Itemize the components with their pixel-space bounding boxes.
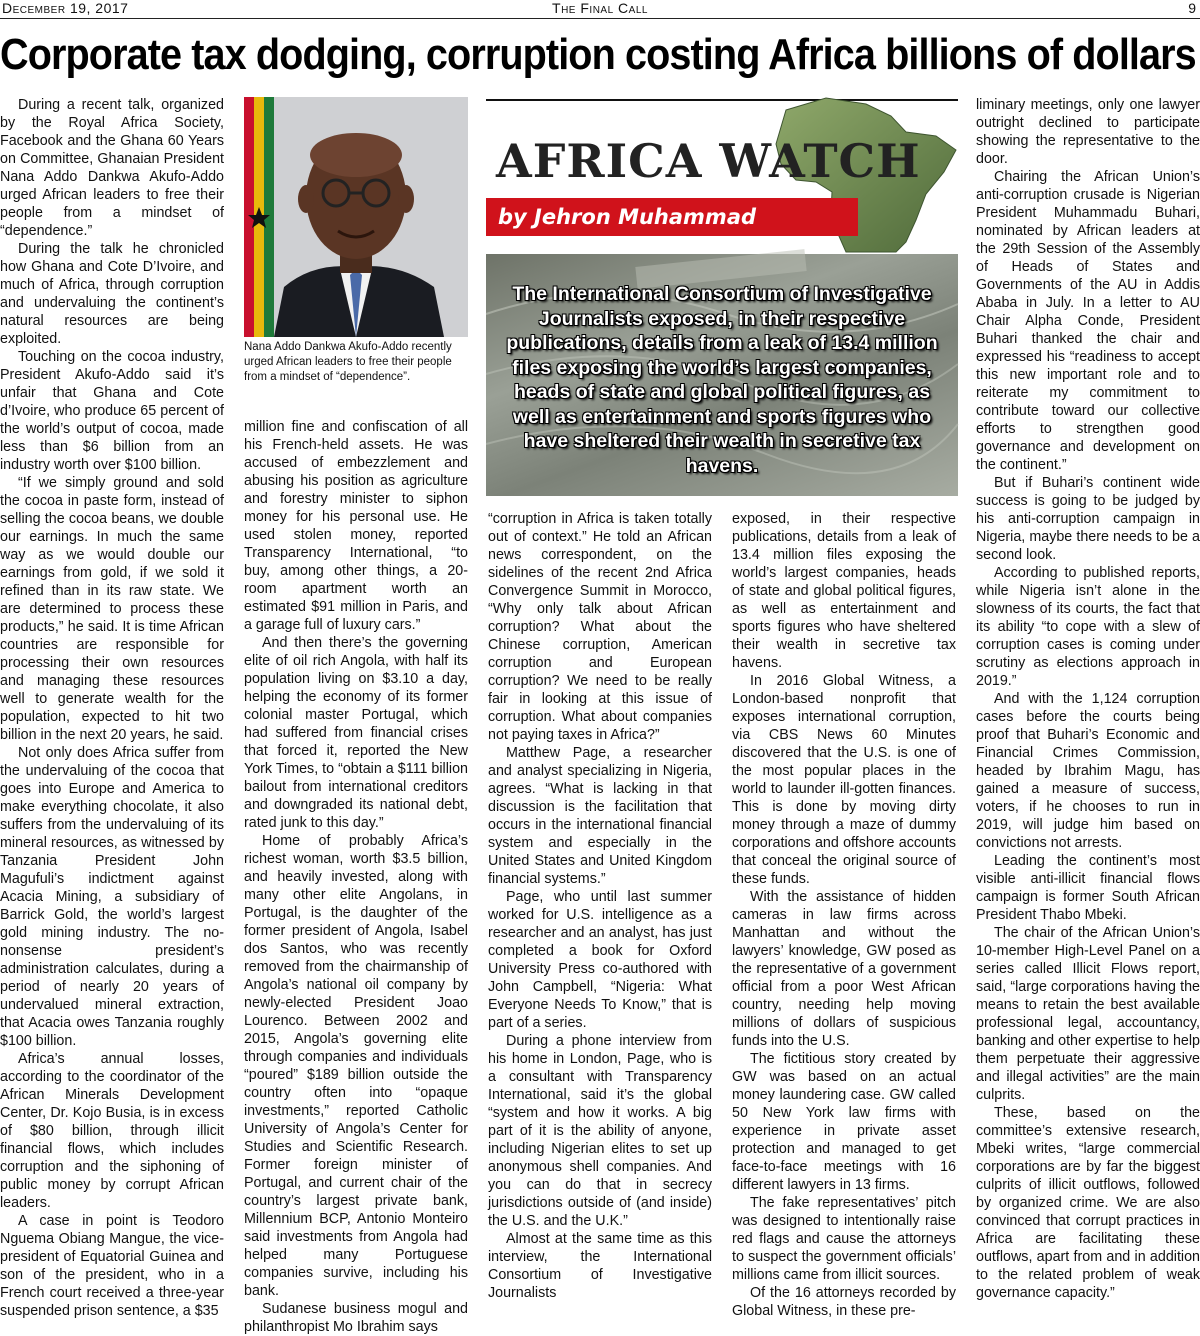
paragraph: The chair of the African Union’s 10-member High-Level Panel on a series called Illicit Flows report, said, “large corporations having the means to retain the best available professional legal, accountancy, banking and other expertise to help them perpetuate their aggressive and illegal activities” are the main culprits. <box>976 925 1200 1103</box>
paragraph: In 2016 Global Witness, a London-based nonprofit that exposes international corruption, via CBS News 60 Minutes discovered that the U.S. is one of the most popular places in the world to launder ill-gotten finances. This is done by moving dirty money through a maze of dummy corporations and offshore accounts that conceal the original source of these funds. <box>732 673 956 887</box>
article-headline: Corporate tax dodging, corruption costing Africa billions of dollars <box>0 30 1196 79</box>
africa-watch-banner <box>486 100 958 496</box>
column-4 <box>732 510 956 1319</box>
paragraph: A case in point is Teodoro Nguema Obiang Mangue, the vice-president of Equatorial Guinea and son of the president, who in a French court received a three-year suspended prison sentence, a $35 <box>0 1213 224 1319</box>
paragraph: According to published reports, while Nigeria isn’t alone in the slowness of its courts, the fact that its ability “to cope with a slew of corruption cases is coming under scrutiny as elections approach in 2019.” <box>976 565 1200 689</box>
paragraph: million fine and confiscation of all his French-held assets. He was accused of embezzlement and abusing his position as agriculture and forestry minister to siphon money for his personal use. He used stolen money, reported Transparency International, “to buy, among other things, a 20-room apartment worth an estimated $91 million in Paris, and a garage full of luxury cars.” <box>244 419 468 633</box>
paragraph: “corruption in Africa is taken totally out of context.” He told an African news correspondent, on the sidelines of the recent 2nd Africa Convergence Summit in Morocco, “Why only talk about African corruption? What about the Chinese corruption, American corruption and European corruption? We need to be really fair in looking at this issue of corruption. What about companies not paying taxes in Africa?” <box>488 511 712 743</box>
paragraph: Sudanese business mogul and philanthropist Mo Ibrahim says <box>244 1301 468 1335</box>
paragraph: These, based on the committee’s extensive research, Mbeki writes, “large commercial corporations are by far the biggest culprits of illicit outflows, followed by organized crime. We are also convinced that corrupt practices in Africa are facilitating these outflows, apart from and in addition to the related problem of weak governance capacity.” <box>976 1105 1200 1301</box>
photo-caption: Nana Addo Dankwa Akufo-Addo recently urged African leaders to free their people from a mindset of “dependence”. <box>244 341 452 383</box>
paragraph: The fake representatives’ pitch was designed to intentionally raise red flags and cause the attorneys to suspect the government officials’ millions came from illicit sources. <box>732 1195 956 1283</box>
paragraph: Page, who until last summer worked for U.S. intelligence as a researcher and an analyst, has just completed a book for Oxford University Press co-authored with John Campbell, “Nigeria: What Everyone Needs To Know,” that is part of a series. <box>488 889 712 1031</box>
paragraph: And with the 1,124 corruption cases before the courts being proof that Buhari’s Economic and Financial Crimes Commission, headed by Ibrahim Magu, has gained a measure of success, voters, if he chooses to run in 2019, will judge him based on convictions not arrests. <box>976 691 1200 851</box>
president-photo <box>244 97 468 337</box>
column-1 <box>0 96 224 1319</box>
paragraph: exposed, in their respective publications, details from a leak of 13.4 million files exposing the world’s largest companies, heads of state and global political figures, as well as entertainment and sports figures who have sheltered their wealth in secretive tax havens. <box>732 511 956 671</box>
paragraph: Chairing the African Union’s anti-corruption crusade is Nigerian President Muhammadu Buhari, nominated by African leaders at the 29th Session of the Assembly of Heads of States and Governments of the AU in Addis Ababa in July. In a letter to AU Chair Alpha Conde, President Buhari thanked the chair and expressed his “readiness to accept this new important role and to reiterate my commitment to contribute toward our collective efforts to strengthen good governance and development on the continent.” <box>976 169 1200 473</box>
column-3 <box>488 510 712 1301</box>
paragraph: Touching on the cocoa industry, President Akufo-Addo said it’s unfair that Ghana and Cote d’Ivoire, who produce 65 percent of the world’s output of cocoa, made less than $6 billion from an industry worth over $100 billion. <box>0 349 224 473</box>
column-title-word-1: AFRICA <box>496 134 703 188</box>
paragraph: Of the 16 attorneys recorded by Global Witness, in these pre- <box>732 1285 956 1319</box>
paragraph: During a recent talk, organized by the Royal Africa Society, Facebook and the Ghana 60 Years on Committee, Ghanaian President Nana Addo Dankwa Akufo-Addo urged African leaders to free their people from a mindset of “dependence.” <box>0 97 224 239</box>
folio-bar <box>0 0 1200 19</box>
paragraph: Leading the continent’s most visible anti-illicit financial flows campaign is former South African President Thabo Mbeki. <box>976 853 1200 923</box>
column-5 <box>976 96 1200 1301</box>
paragraph: With the assistance of hidden cameras in law firms across Manhattan and without the lawyers’ knowledge, GW posed as the representative of a government official from a poor West African country, needing help moving millions of dollars of suspicious funds into the U.S. <box>732 889 956 1049</box>
paragraph: And then there’s the governing elite of oil rich Angola, with half its population living on $3.10 a day, helping the economy of its former colonial master Portugal, which had suffered from financial crises that forced it, reported the New York Times, to “obtain a $111 billion bailout from international creditors and downgraded its national debt, rated junk to this day.” <box>244 635 468 831</box>
column-title-word-2: WATCH <box>719 134 921 188</box>
paragraph: Not only does Africa suffer from the undervaluing of the cocoa that goes into Europe and America to make everything chocolate, it also suffers from the undervaluing of its mineral resources, as witnessed by Tanzania President John Magufuli’s indictment against Acacia Mining, a subsidiary of Barrick Gold, the world’s largest gold mining industry. The no-nonsense president’s administration calculates, during a period of nearly 20 years of undervalued mineral extraction, that Acacia owes Tanzania roughly $100 billion. <box>0 745 224 1049</box>
issue-date: December 19, 2017 <box>2 0 129 16</box>
paragraph: During a phone interview from his home in London, Page, who is a consultant with Transparency International, said it’s the global “system and how it works. A big part of it is the ability of anyone, including Nigerian elites to set up anonymous shell companies. And you can do that in secrecy jurisdictions outside of (and inside) the U.S. and the U.K.” <box>488 1033 712 1229</box>
page-number: 9 <box>1188 0 1196 16</box>
author-byline: by Jehron Muhammad <box>486 198 858 236</box>
paragraph: liminary meetings, only one lawyer outright declined to participate showing the representative to the door. <box>976 97 1200 167</box>
column-title <box>496 134 921 188</box>
paragraph: Almost at the same time as this interview, the International Consortium of Investigative Journalists <box>488 1231 712 1301</box>
paragraph: Matthew Page, a researcher and analyst specializing in Nigeria, agrees. “What is lacking in that discussion is the facilitation that occurs in the international financial system and especially in the United States and United Kingdom financial systems.” <box>488 745 712 887</box>
paragraph: During the talk he chronicled how Ghana and Cote D’Ivoire, and much of Africa, through corruption and undervaluing the continent’s natural resources are being exploited. <box>0 241 224 347</box>
currency-background <box>486 254 958 496</box>
paragraph: Africa’s annual losses, according to the coordinator of the African Minerals Development Center, Dr. Kojo Busia, is in excess of $80 billion, through illicit financial flows, which includes corruption and the siphoning of public money by corrupt African leaders. <box>0 1051 224 1211</box>
paragraph: The fictitious story created by GW was based on an actual money laundering case. GW called 50 New York law firms with experience in private asset protection and managed to get face-to-face meetings with 16 different lawyers in 13 firms. <box>732 1051 956 1193</box>
paragraph: But if Buhari’s continent wide success is going to be judged by his anti-corruption campaign in Nigeria, maybe there needs to be a second look. <box>976 475 1200 563</box>
column-2 <box>244 418 468 1335</box>
portrait-illustration <box>244 97 468 337</box>
paragraph: Home of probably Africa’s richest woman, worth $3.5 billion, and heavily invested, along with many other elite Angolans, in Portugal, is the daughter of the former president of Angola, Isabel dos Santos, who was recently removed from the chairmanship of Angola’s national oil company by newly-elected President Joao Lourenco. Between 2002 and 2015, Angola’s governing elite through companies and individuals “poured” $189 billion outside the country often into “opaque investments,” reported Catholic University of Angola’s Center for Studies and Scientific Research. Former foreign minister of Portugal, and current chair of the country’s largest private bank, Millennium BCP, Antonio Monteiro said investments from Angola had helped many Portuguese companies survive, including his bank. <box>244 833 468 1299</box>
paragraph: “If we simply ground and sold the cocoa in paste form, instead of selling the cocoa beans, we double our earnings. In much the same way as we would double our earnings from gold, if we sold it refined than in its raw state. We are determined to process these products,” he said. It is time African countries are responsible for processing their own resources and managing these resources well to generate wealth for the population, expected to hit two billion in the next 20 years, he said. <box>0 475 224 743</box>
pull-quote: The International Consortium of Investigative Journalists exposed, in their respective publications, details from a leak of 13.4 million files exposing the world’s largest companies, heads of state and global political figures, as well as entertainment and sports figures who have sheltered their wealth in secretive tax havens. <box>506 283 938 477</box>
newspaper-name: The Final Call <box>552 0 648 16</box>
